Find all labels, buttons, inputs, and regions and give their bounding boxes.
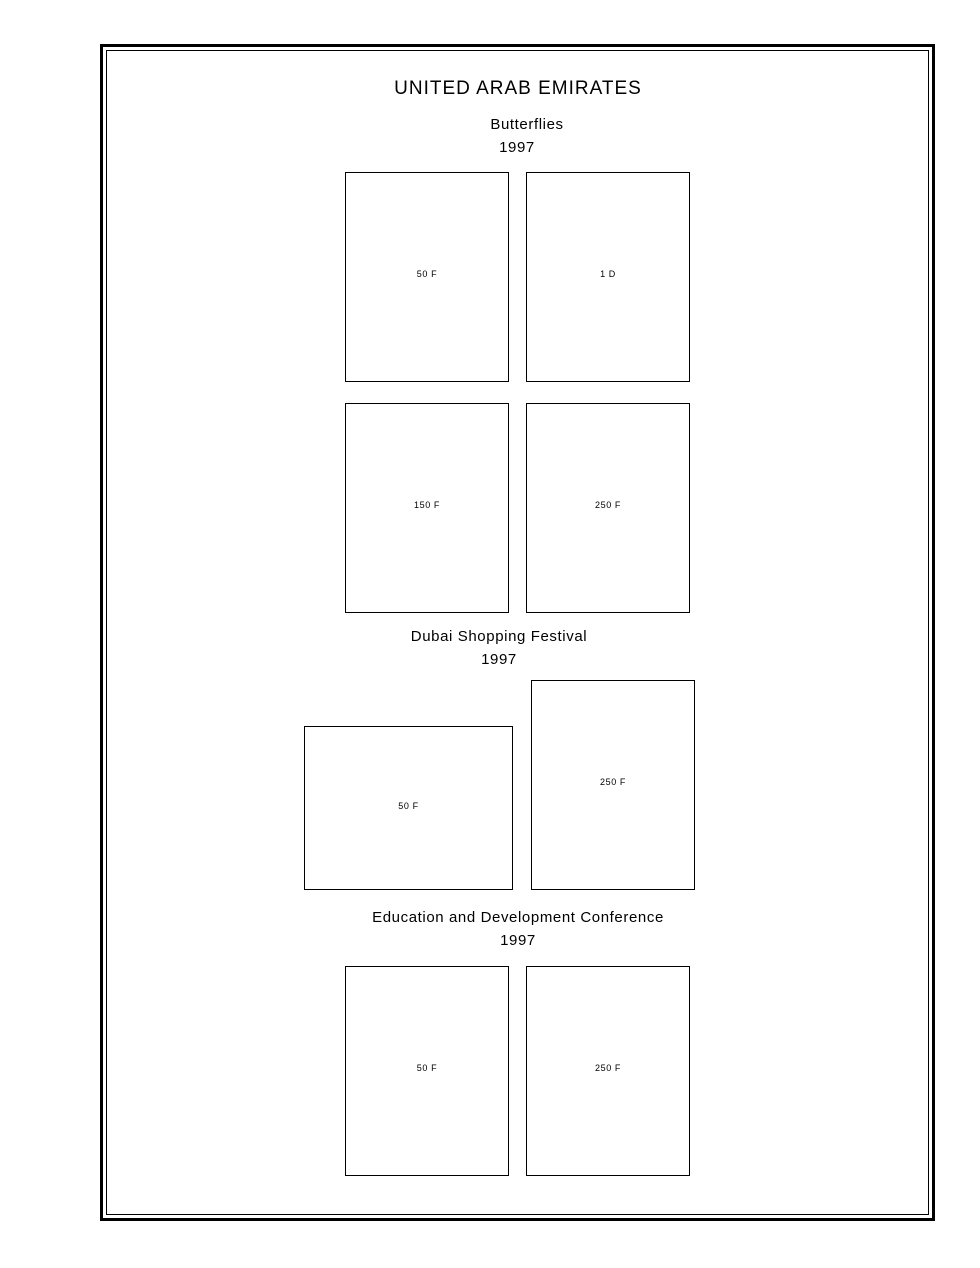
set-year-education-conference: 1997	[500, 932, 536, 949]
page-title: UNITED ARAB EMIRATES	[394, 78, 642, 99]
stamp-denomination: 50 F	[416, 269, 438, 279]
stamp-denomination: 50 F	[398, 801, 419, 811]
stamp-space	[345, 172, 509, 382]
stamp-denomination: 250 F	[594, 500, 621, 510]
stamp-space	[526, 403, 690, 613]
stamp-space	[345, 966, 509, 1176]
stamp-denomination: 250 F	[594, 1063, 621, 1073]
set-year-butterflies: 1997	[499, 139, 535, 156]
stamp-denomination: 1 D	[600, 269, 616, 279]
stamp-denomination: 250 F	[599, 777, 626, 787]
set-title-education-conference: Education and Development Conference	[372, 909, 664, 926]
set-title-dubai-shopping-festival: Dubai Shopping Festival	[410, 628, 588, 645]
stamp-space	[304, 726, 513, 890]
set-year-dubai-shopping-festival: 1997	[481, 651, 517, 668]
stamp-space	[531, 680, 695, 890]
stamp-space	[526, 966, 690, 1176]
stamp-denomination: 50 F	[416, 1063, 438, 1073]
stamp-denomination: 150 F	[413, 500, 440, 510]
stamp-space	[345, 403, 509, 613]
set-title-butterflies: Butterflies	[490, 116, 564, 133]
stamp-space	[526, 172, 690, 382]
